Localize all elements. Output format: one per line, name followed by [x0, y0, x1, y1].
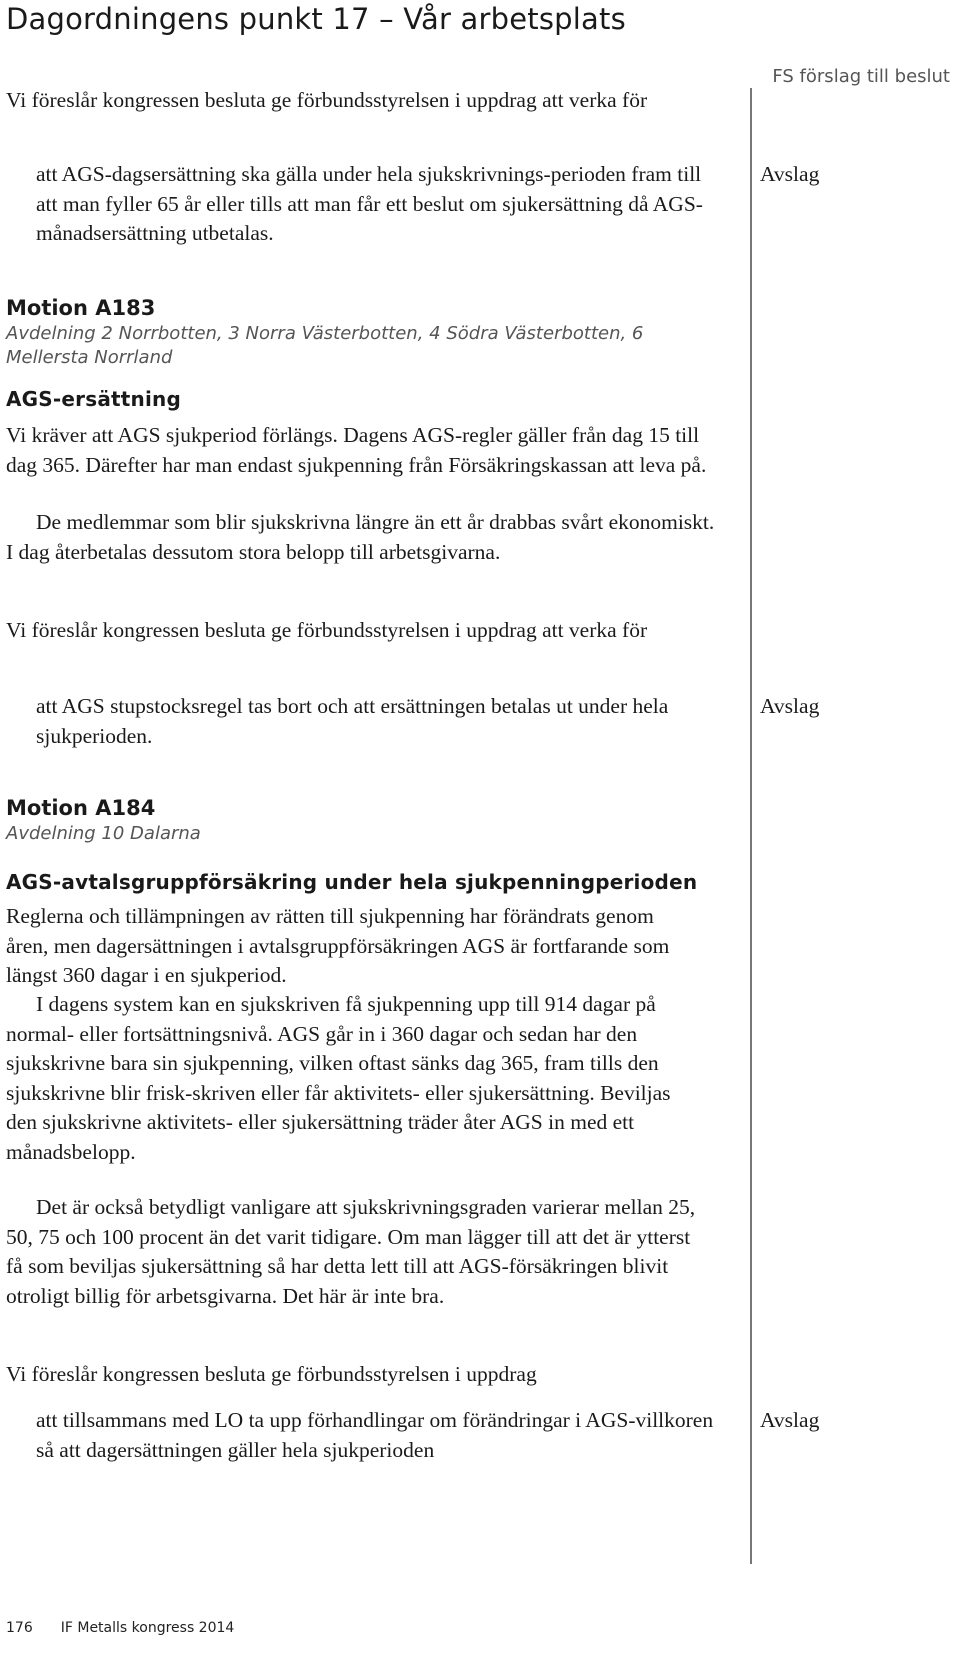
column-header: FS förslag till beslut [772, 66, 950, 87]
proposal-intro: Vi föreslår kongressen besluta ge förbundsstyrelsen i uppdrag att verka för [6, 618, 648, 642]
publication-name: IF Metalls kongress 2014 [60, 1620, 235, 1636]
motion-title: Motion A183 [6, 296, 156, 320]
footer [6, 1620, 262, 1636]
att-clause: att AGS-dagsersättning ska gälla under hela sjukskrivnings-perioden fram till att man fyller 65 år eller tills att man får ett beslut om sjukersättning då AGS-månadsersättning utbetalas. [36, 162, 703, 245]
column-divider [750, 88, 752, 1564]
motion-submitter: Avdelning 10 Dalarna [6, 823, 201, 844]
verdict: Avslag [760, 162, 820, 186]
att-clause: att AGS stupstocksregel tas bort och att ersättningen betalas ut under hela sjukperioden. [36, 694, 669, 748]
motion-paragraph: Det är också betydligt vanligare att sjukskrivningsgraden varierar mellan 25, 50, 75 och 100 procent än det varit tidigare. Om man lägger till att det är ytterst få som beviljas sjukersättning så har detta lett till att AGS-försäkringen blivit otroligt billig för arbetsgivarna. Det här är inte bra. [6, 1195, 696, 1308]
motion-submitter: Avdelning 2 Norrbotten, 3 Norra Västerbotten, 4 Södra Västerbotten, 6 Mellersta Norrland [6, 323, 644, 368]
motion-paragraph: I dagens system kan en sjukskriven få sjukpenning upp till 914 dagar på normal- eller fortsättningsnivå. AGS går in i 360 dagar och sedan har den sjukskrivne bara sin sjukpenning, vilken oftast sänks dag 365, fram tills den sjukskrivne blir frisk-skriven eller får aktivitets- eller sjukersättning. Beviljas den sjukskrivne aktivitets- eller sjukersättning träder åter AGS in med ett månadsbelopp. [6, 992, 671, 1164]
att-clause: att tillsammans med LO ta upp förhandlingar om förändringar i AGS-villkoren så att dagersättningen gäller hela sjukperioden [36, 1408, 714, 1462]
verdict: Avslag [760, 1408, 820, 1432]
motion-heading: AGS-avtalsgruppförsäkring under hela sjukpenningperioden [6, 870, 698, 894]
motion-paragraph: Vi kräver att AGS sjukperiod förlängs. Dagens AGS-regler gäller från dag 15 till dag 365. Därefter har man endast sjukpenning från Försäkringskassan att leva på. [6, 423, 707, 477]
motion-title: Motion A184 [6, 796, 156, 820]
motion-paragraph: De medlemmar som blir sjukskrivna längre än ett år drabbas svårt ekonomiskt. I dag återbetalas dessutom stora belopp till arbetsgivarna. [6, 510, 715, 564]
proposal-intro: Vi föreslår kongressen besluta ge förbundsstyrelsen i uppdrag att verka för [6, 88, 648, 112]
motion-heading: AGS-ersättning [6, 387, 181, 411]
proposal-intro: Vi föreslår kongressen besluta ge förbundsstyrelsen i uppdrag [6, 1362, 537, 1386]
verdict: Avslag [760, 694, 820, 718]
page-title: Dagordningens punkt 17 – Vår arbetsplats [6, 2, 626, 36]
motion-paragraph: Reglerna och tillämpningen av rätten till sjukpenning har förändrats genom åren, men dagersättningen i avtalsgruppförsäkringen AGS är fortfarande som längst 360 dagar i en sjukperiod. [6, 904, 670, 987]
page-number: 176 [6, 1620, 33, 1636]
